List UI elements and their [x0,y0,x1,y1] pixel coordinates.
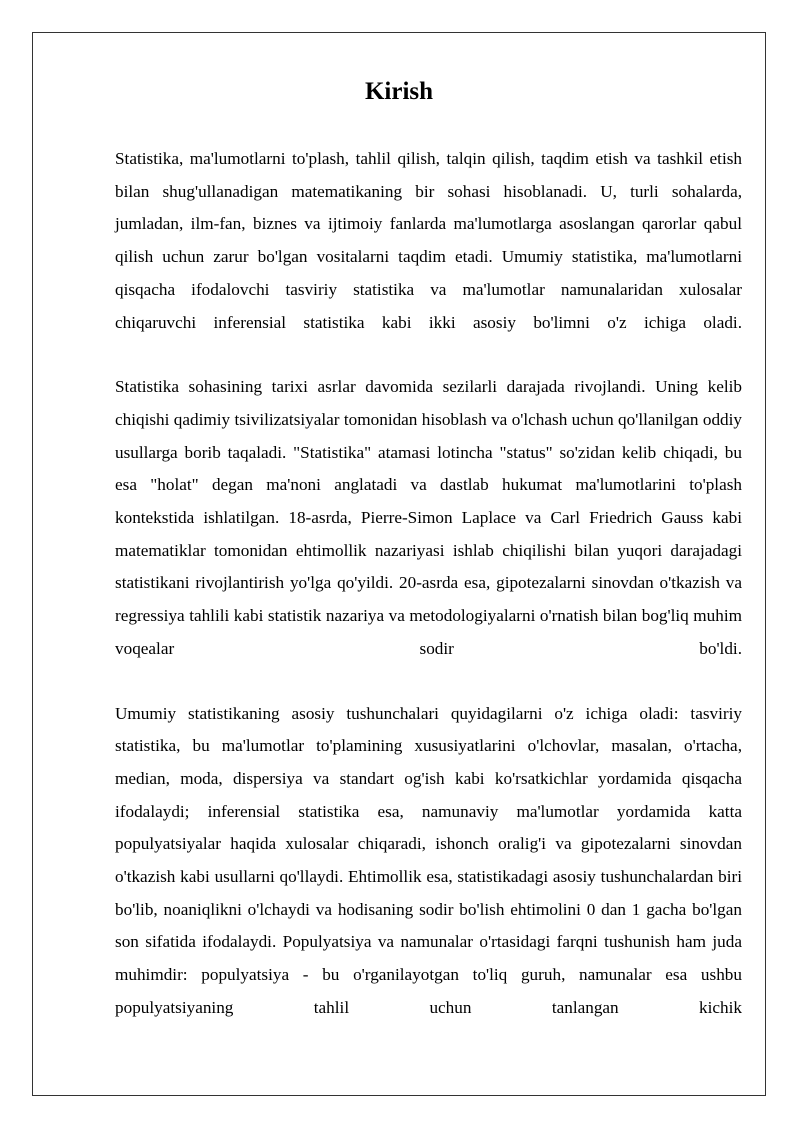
paragraph-history: Statistika sohasining tarixi asrlar davomida sezilarli darajada rivojlandi. Uning kelib chiqishi qadimiy tsivilizatsiyalar tomonidan hisoblash va o'lchash uchun qo'llanilgan oddiy usullarga borib taqaladi. "Statistika" atamasi lotincha "status" so'zidan kelib chiqadi, bu esa "holat" degan ma'noni anglatadi va dastlab hukumat ma'lumotlarini to'plash kontekstida ishlatilgan. 18-asrda, Pierre-Simon Laplace va Carl Friedrich Gauss kabi matematiklar tomonidan ehtimollik nazariyasi ishlab chiqilishi bilan yuqori darajadagi statistikani rivojlantirish yo'lga qo'yildi. 20-asrda esa, gipotezalarni sinovdan o'tkazish va regressiya tahlili kabi statistik nazariya va metodologiyalarni o'rnatish bilan bog'liq muhim voqealar sodir bo'ldi. [115,377,742,658]
document-page [32,32,766,1096]
paragraph-key-concepts: Umumiy statistikaning asosiy tushunchalari quyidagilarni o'z ichiga oladi: tasviriy statistika, bu ma'lumotlar to'plamining xususiyatlarini o'lchovlar, masalan, o'rtacha, median, moda, dispersiya va standart og'ish kabi ko'rsatkichlar yordamida qisqacha ifodalaydi; inferensial statistika esa, namunaviy ma'lumotlar yordamida katta populyatsiyalar haqida xulosalar chiqaradi, ishonch oralig'i va gipotezalarni sinovdan o'tkazish kabi usullarni qo'llaydi. Ehtimollik esa, statistikadagi asosiy tushunchalardan biri bo'lib, noaniqlikni o'lchaydi va hodisaning sodir bo'lish ehtimolini 0 dan 1 gacha bo'lgan son sifatida ifodalaydi. Populyatsiya va namunalar o'rtasidagi farqni tushunish ham juda muhimdir: populyatsiya - bu o'rganilayotgan to'liq guruh, namunalar esa ushbu populyatsiyaning tahlil uchun tanlangan kichik [115,703,742,1017]
paragraph-introduction: Statistika, ma'lumotlarni to'plash, tahlil qilish, talqin qilish, taqdim etish va tashkil etish bilan shug'ullanadigan matematikaning bir sohasi hisoblanadi. U, turli sohalarda, jumladan, ilm-fan, biznes va ijtimoiy fanlarda ma'lumotlarga asoslangan qarorlar qabul qilish uchun zarur bo'lgan vositalarni taqdim etadi. Umumiy statistika, ma'lumotlarni qisqacha ifodalovchi tasviriy statistika va ma'lumotlar namunalaridan xulosalar chiqaruvchi inferensial statistika kabi ikki asosiy bo'limni o'z ichiga oladi. [115,149,742,332]
page-title: Kirish [364,78,434,105]
document-body [115,143,742,1057]
